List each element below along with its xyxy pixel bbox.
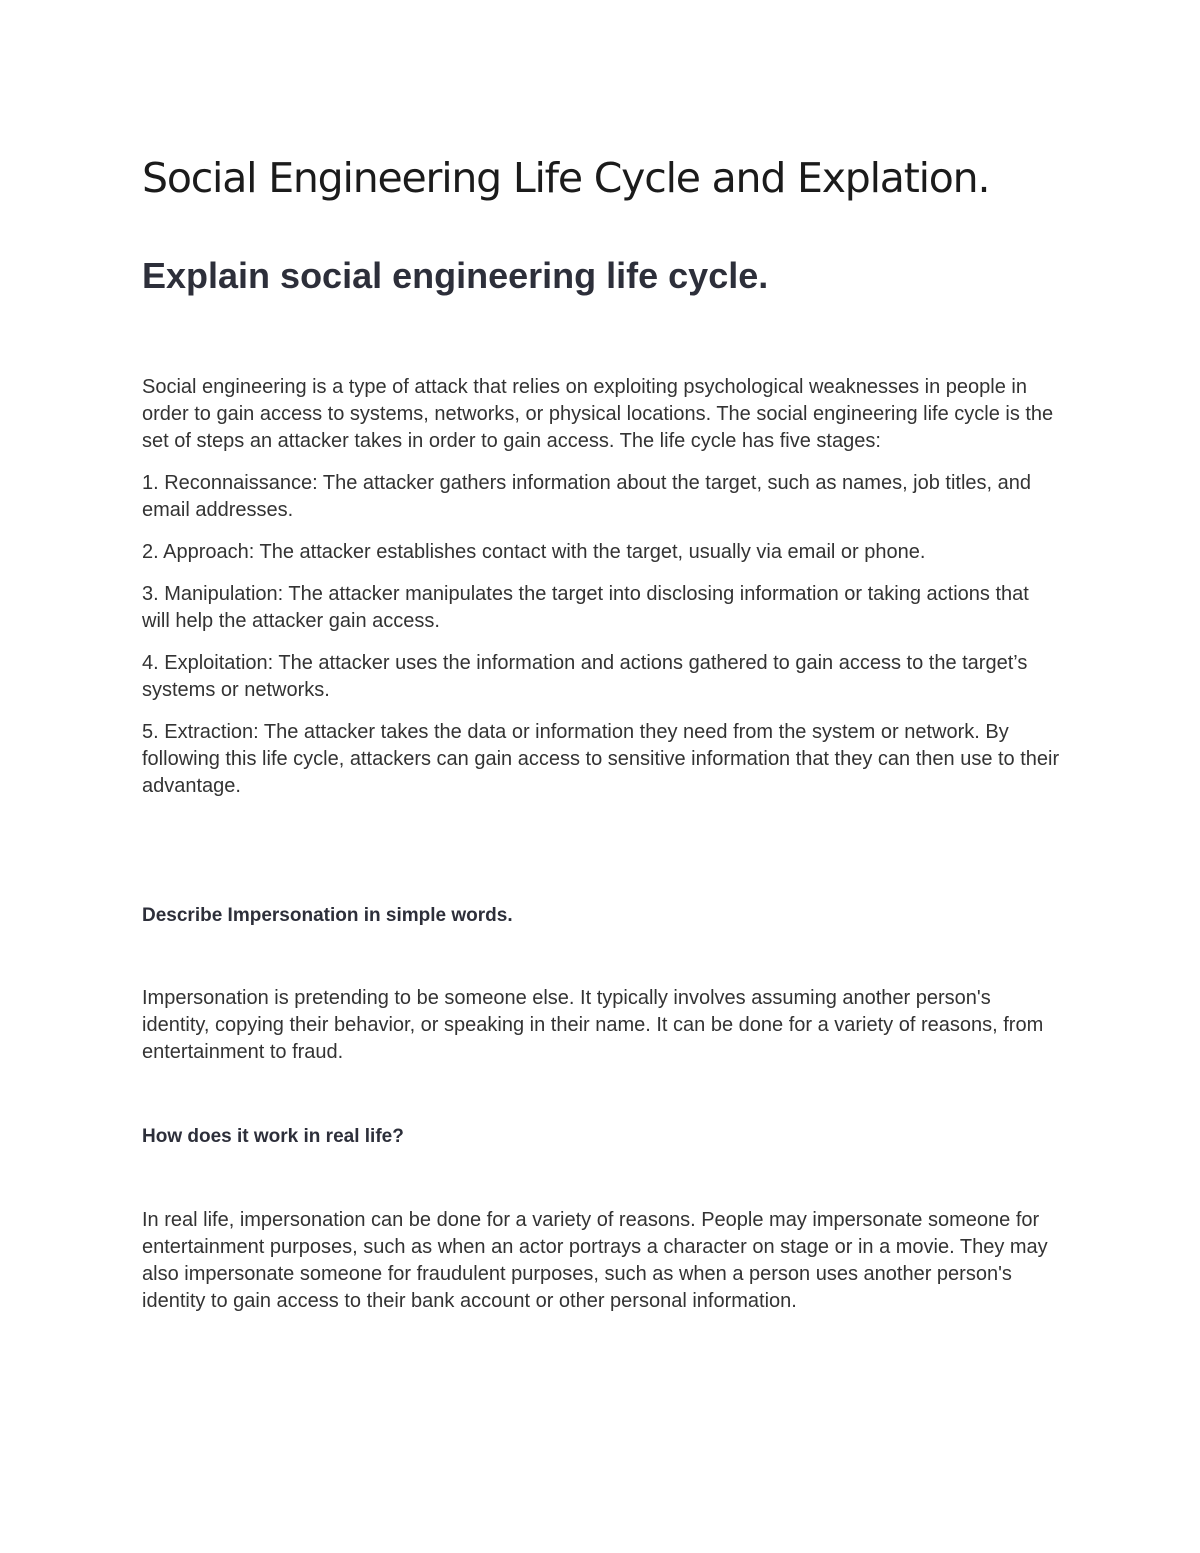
- step-reconnaissance: 1. Reconnaissance: The attacker gathers information about the target, such as names, job titles, and email addresses.: [142, 472, 1032, 521]
- impersonation-heading: Describe Impersonation in simple words.: [142, 905, 513, 926]
- step-extraction: 5. Extraction: The attacker takes the data or information they need from the system or network. By following this life cycle, attackers can gain access to sensitive information that they can then use to their advantage.: [142, 721, 1060, 797]
- document-title: Social Engineering Life Cycle and Explation.: [142, 154, 990, 202]
- step-manipulation: 3. Manipulation: The attacker manipulates the target into disclosing information or taking actions that will help the attacker gain access.: [142, 583, 1029, 632]
- section-heading-life-cycle: Explain social engineering life cycle.: [142, 255, 769, 296]
- step-approach: 2. Approach: The attacker establishes contact with the target, usually via email or phone.: [142, 541, 926, 563]
- real-life-paragraph: In real life, impersonation can be done for a variety of reasons. People may impersonate someone for entertainment purposes, such as when an actor portrays a character on stage or in a movie. They may also impersonate someone for fraudulent purposes, such as when a person uses another person's identity to gain access to their bank account or other personal information.: [142, 1209, 1048, 1312]
- step-exploitation: 4. Exploitation: The attacker uses the information and actions gathered to gain access to the target’s systems or networks.: [142, 652, 1028, 701]
- intro-paragraph: Social engineering is a type of attack that relies on exploiting psychological weaknesses in people in order to gain access to systems, networks, or physical locations. The social engineering life cycle is the set of steps an attacker takes in order to gain access. The life cycle has five stages:: [142, 376, 1054, 452]
- document-content: [142, 150, 1062, 1315]
- real-life-heading: How does it work in real life?: [142, 1126, 404, 1147]
- impersonation-paragraph: Impersonation is pretending to be someone else. It typically involves assuming another person's identity, copying their behavior, or speaking in their name. It can be done for a variety of reasons, from entertainment to fraud.: [142, 987, 1044, 1063]
